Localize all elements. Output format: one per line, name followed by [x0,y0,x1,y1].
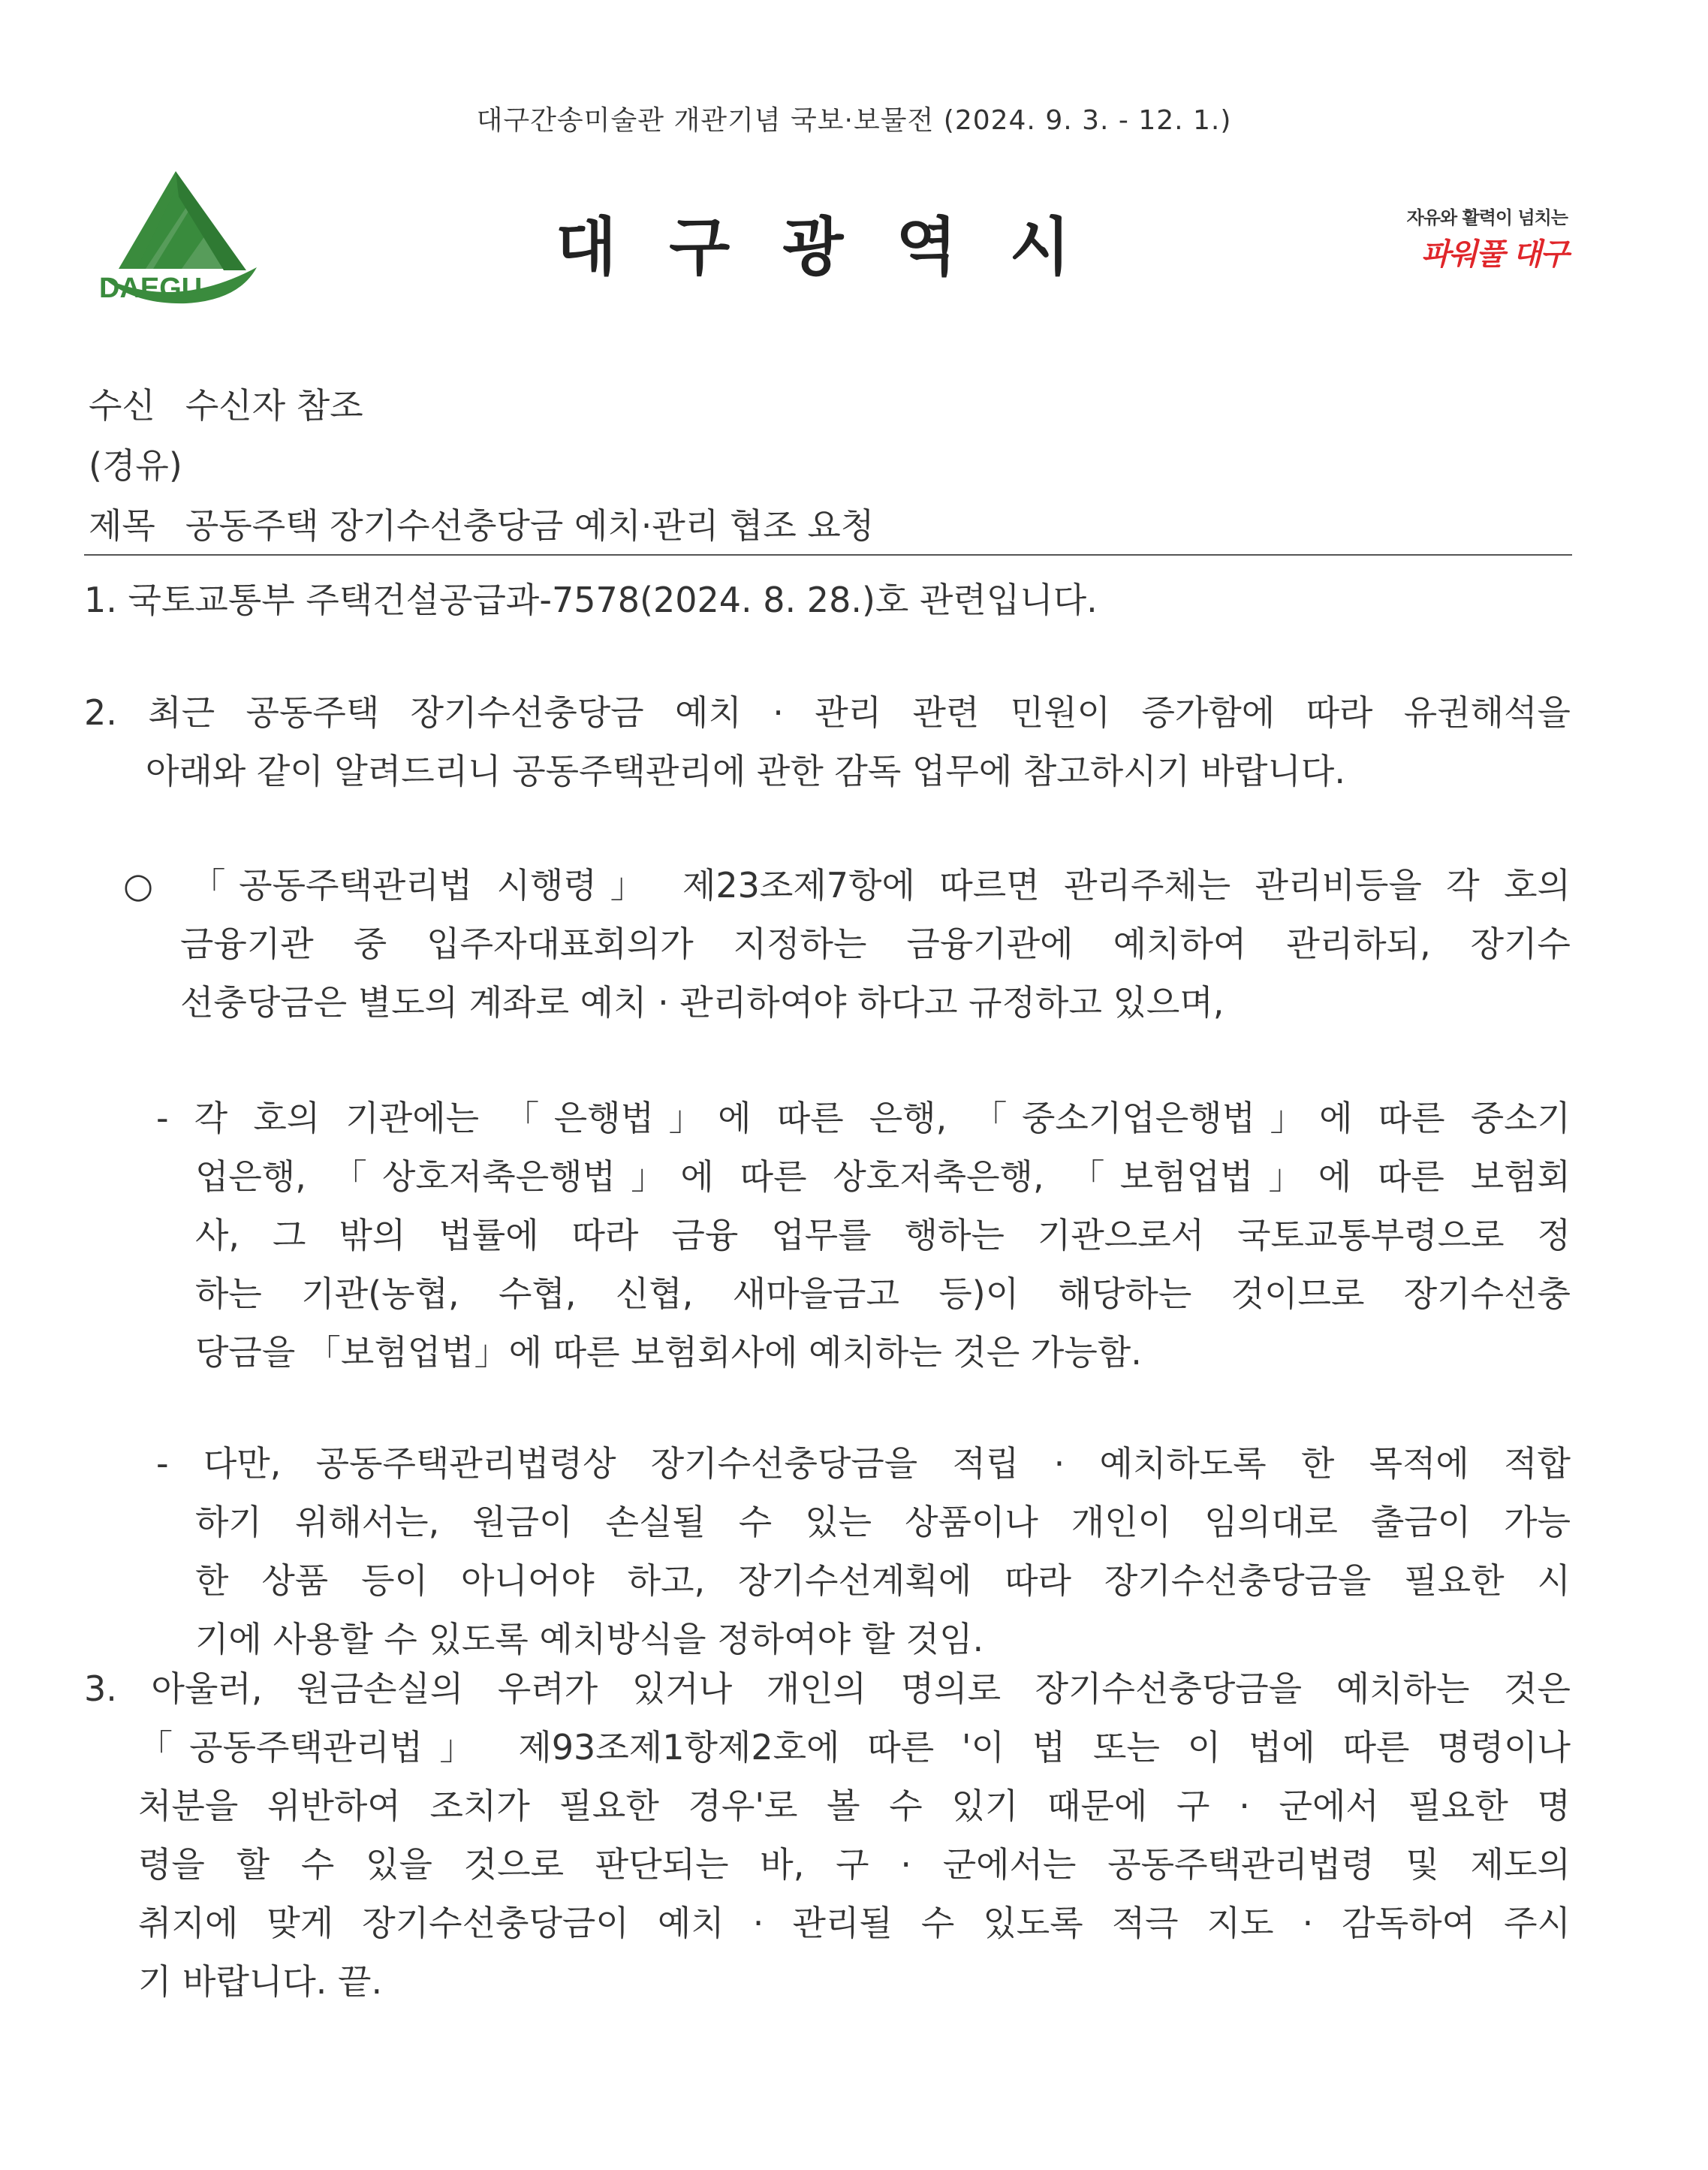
text-line: 기에 사용할 수 있도록 예치방식을 정하여야 할 것임. [195,1619,984,1659]
subject-value: 공동주택 장기수선충당금 예치·관리 협조 요청 [185,505,875,546]
text-line: 3. 아울러, 원금손실의 우려가 있거나 개인의 명의로 장기수선충당금을 예치하는 것은 [84,1668,1571,1709]
text-line: - 각 호의 기관에는 「은행법」에 따른 은행, 「중소기업은행법」에 따른 중소기 [156,1098,1571,1138]
text-line: 하기 위해서는, 원금이 손실될 수 있는 상품이나 개인이 임의대로 출금이 가능 [195,1502,1571,1542]
text-line: 취지에 맞게 장기수선충당금이 예치 · 관리될 수 있도록 적극 지도 · 감독하여 주시 [138,1903,1571,1943]
organization-name: 대구광역시 [556,210,1123,284]
via-label: (경유) [89,445,182,486]
slogan-small: 자유와 활력이 넘치는 [1406,207,1568,228]
text-line: 선충당금은 별도의 계좌로 예치 · 관리하여야 하다고 규정하고 있으며, [180,982,1225,1023]
subject-row [89,496,874,556]
paragraph-2 [84,683,1571,800]
text-line: 처분을 위반하여 조치가 필요한 경우'로 볼 수 있기 때문에 구 · 군에서 필요한 명 [138,1786,1571,1826]
text-line: 「공동주택관리법」 제93조제1항제2호에 따른 '이 법 또는 이 법에 따른 명령이나 [138,1727,1571,1768]
dash-paragraph-2 [156,1434,1571,1668]
text-line: 한 상품 등이 아니어야 하고, 장기수선계획에 따라 장기수선충당금을 필요한 시 [195,1560,1571,1601]
text-line: 2. 최근 공동주택 장기수선충당금 예치 · 관리 관련 민원이 증가함에 따라 유권해석을 [84,692,1571,733]
paragraph-1 [84,571,1225,629]
recipient-label: 수신 [89,385,155,426]
header-divider [84,554,1572,556]
text-line: ○ 「공동주택관리법 시행령」 제23조제7항에 따르면 관리주체는 관리비등을 각 호의 [123,865,1571,906]
document-meta [89,375,874,556]
text-line: 하는 기관(농협, 수협, 신협, 새마을금고 등)이 해당하는 것이므로 장기수선충 [195,1273,1571,1314]
text-line: 아래와 같이 알려드리니 공동주택관리에 관한 감독 업무에 참고하시기 바랍니다. [146,751,1345,791]
text-line: 사, 그 밖의 법률에 따라 금융 업무를 행하는 기관으로서 국토교통부령으로 정 [195,1215,1571,1255]
text-line: - 다만, 공동주택관리법령상 장기수선충당금을 적립 · 예치하도록 한 목적에 적합 [156,1443,1571,1484]
text-line: 기 바랍니다. 끝. [138,1961,383,2002]
top-caption: 대구간송미술관 개관기념 국보·보물전 (2024. 9. 3. - 12. 1.) [476,105,1232,136]
dash-paragraph-1 [156,1089,1571,1382]
logo-text: DAEGU [99,273,203,304]
via-row [89,436,874,496]
recipient-row [89,375,874,436]
text-line: 령을 할 수 있을 것으로 판단되는 바, 구 · 군에서는 공동주택관리법령 및 제도의 [138,1844,1571,1885]
paragraph-3 [84,1659,1571,2011]
recipient-value: 수신자 참조 [185,385,363,426]
brand-slogan [1387,203,1568,273]
bullet-paragraph [123,856,1571,1032]
text-line: 당금을 「보험업법」에 따른 보험회사에 예치하는 것은 가능함. [195,1332,1142,1373]
subject-label: 제목 [89,505,155,546]
daegu-logo [89,150,263,315]
text-line: 1. 국토교통부 주택건설공급과-7578(2024. 8. 28.)호 관련입니다. [84,580,1098,620]
text-line: 금융기관 중 입주자대표회의가 지정하는 금융기관에 예치하여 관리하되, 장기수 [180,924,1571,964]
text-line: 업은행, 「상호저축은행법」에 따른 상호저축은행, 「보험업법」에 따른 보험회 [195,1156,1571,1197]
slogan-big: 파워풀 대구 [1420,237,1568,272]
